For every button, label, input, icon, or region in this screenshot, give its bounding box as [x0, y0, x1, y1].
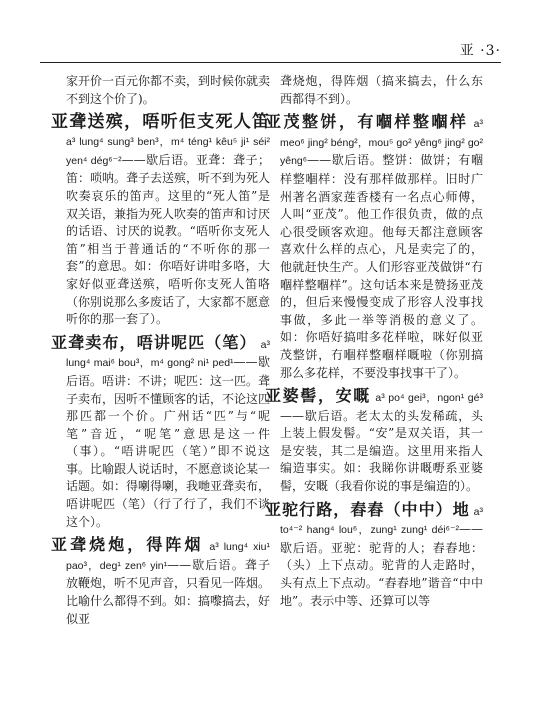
- entry-headword: 亚聋卖布，唔讲呢匹（笔）: [51, 332, 257, 352]
- entry-pronunciation: a³ lung⁴ xiu¹ pao³，deg¹ zen⁶ yin¹: [66, 541, 270, 572]
- continuation-text: 聋烧炮，得阵烟（搞来搞去，什么东西都得不到）。: [280, 74, 483, 106]
- left-column: [51, 73, 271, 727]
- dictionary-entry: [265, 385, 483, 496]
- entry-definition: ——歇后语。亚驼：驼背的人；舂舂地：（头）上下点动。驼背的人走路时，头有点上下点动。“舂舂地”谐音“中中地”。表示中等、还算可以等: [280, 522, 483, 608]
- dictionary-entry: [51, 534, 271, 628]
- entry-definition: ——歇后语。聋子放鞭炮，听不见声音，只看见一阵烟。比喻什么都得不到。如：搞嚟搞去，好似亚: [66, 557, 271, 626]
- entry-pronunciation: a³ po⁴ gei³，ngon¹ gé³: [375, 392, 483, 405]
- entry-headword: 亚婆髻，安嘅: [265, 386, 371, 406]
- entry-headword: 亚聋送殡，唔听佢支死人笛: [51, 112, 270, 133]
- entry-headword: 亚茂整饼，有嗰样整嗰样: [265, 112, 469, 132]
- entry-pronunciation: a³ to⁴⁻² hang⁴ lou⁶，zung¹ zung¹ déi⁶⁻²: [280, 505, 483, 537]
- entry-pronunciation: a³ lung⁴ mai⁶ bou³，m⁴ gong² ni¹ ped¹: [66, 338, 270, 370]
- dictionary-entry: [51, 332, 271, 532]
- entry-headword: 亚聋烧炮，得阵烟: [51, 535, 204, 555]
- dictionary-entry: [265, 111, 483, 382]
- entry-definition: ——歇后语。老太太的头发稀疏，头上装上假发髻。“安”是双关语，其一是安装，其二是编造。这里用来指人编造事实。如：我睇你讲嘅嘢系亚婆髻，安嘅（我看你说的事是编造的）。: [280, 408, 483, 494]
- continuation-text: 家开价一百元你都不卖，到时候你就卖不到这个价了)。: [66, 74, 271, 106]
- dictionary-entry: [51, 111, 271, 329]
- entry-pronunciation: a³ meo⁶ jing² béng²，mou⁵ go² yêng⁶ jing² go² yêng⁶: [280, 118, 483, 168]
- entry-definition: ——歇后语。唔讲：不讲；呢匹：这一匹。聋子卖布，因听不懂顾客的话，不论这匹那匹都一个价。广州话“匹”与“呢笔”音近，“呢笔”意思是这一件（事）。“唔讲呢匹（笔）”即不说这事。比喻跟人说话时，不愿意谈论某一话题。如：得喇得喇，我哋亚聋卖布，唔讲呢匹（笔）（行了行了，我们不谈这个）。: [66, 355, 271, 529]
- entry-headword: 亚驼行路，舂舂（中中）地: [265, 499, 470, 519]
- entry-definition: ——歇后语。整饼：做饼；有嗰样整嗰样：没有那样做那样。旧时广州著名酒家莲香楼有一名点心师傅，人叫“亚茂”。他工作很负责，做的点心很受顾客欢迎。他每天都注意顾客喜欢什么样的点心，凡是卖完了的，他就赶快生产。人们形容亚茂做饼“冇嗰样整嗰样”。这句话本来是赞扬亚茂的，但后来慢慢变成了形容人没事找事做，多此一举等消极的意义了。如：你唔好搞咁多花样啦，咪好似亚茂整饼，冇嗰样整嗰样嘅啦（你别搞那么多花样，不要没事找事干了）。: [280, 153, 483, 380]
- dictionary-entry: [265, 499, 483, 611]
- right-column: [265, 73, 483, 727]
- entry-definition: ——歇后语。亚聋：聋子；笛：唢呐。聋子去送殡，听不到为死人吹奏哀乐的笛声。这里的“死人笛”是双关语，兼指为死人吹奏的笛声和讨厌的话语、讨厌的说教。“唔听你支死人笛”相当于普通话的“不听你的那一套”的意思。如：你唔好讲咁多咯，大家好似亚聋送殡，唔听你支死人笛咯（你别说那么多废话了，大家都不愿意听你的那一套了）。: [66, 152, 271, 327]
- entry-pronunciation: a³ lung⁴ sung³ ben³，m⁴ téng¹ kêu⁵ ji¹ séi² yen⁴ dég⁶⁻²: [66, 136, 270, 167]
- page-header: [40, 38, 501, 63]
- running-title: 亚 ·3·: [459, 43, 501, 59]
